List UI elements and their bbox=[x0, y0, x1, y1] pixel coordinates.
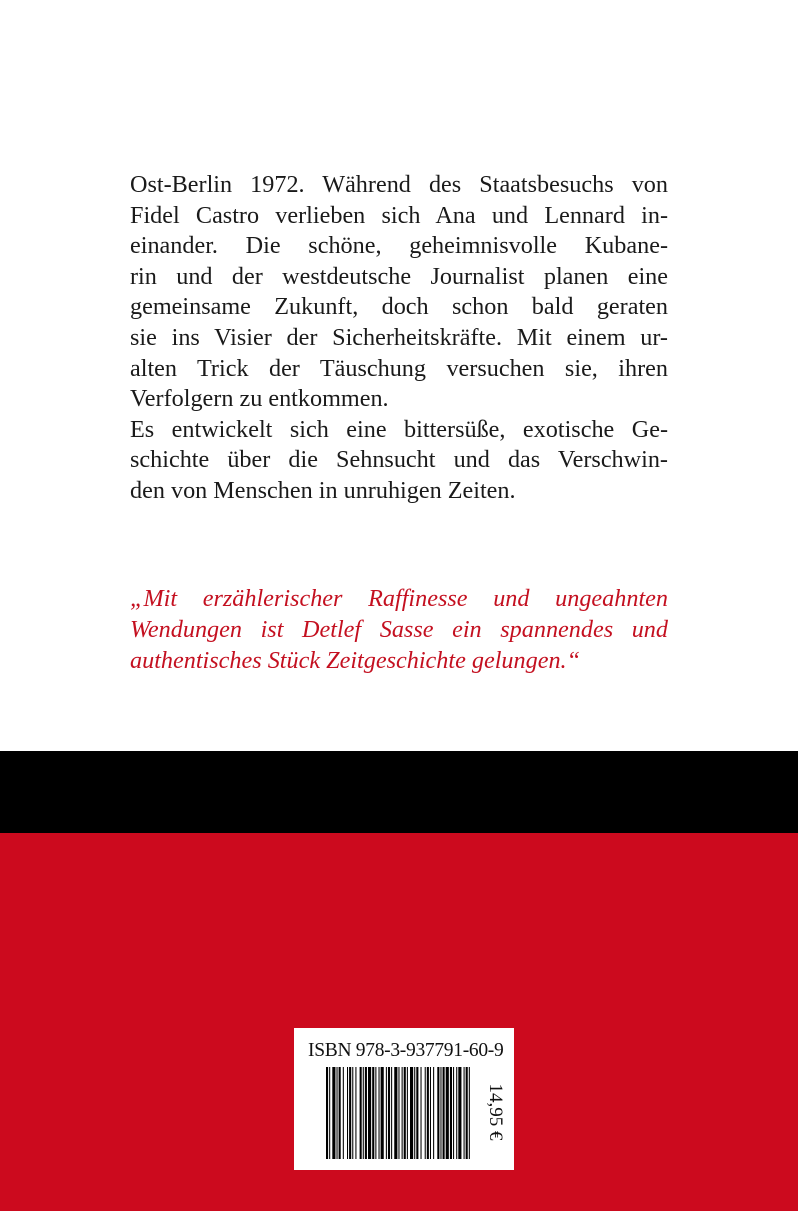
quote-line: „Mit erzählerischer Raffinesse und ungeahnten bbox=[130, 585, 668, 612]
blurb-line: gemeinsame Zukunft, doch schon bald geraten bbox=[130, 293, 668, 321]
barcode-bar bbox=[437, 1067, 439, 1159]
barcode-bar bbox=[450, 1067, 452, 1159]
barcode-bar bbox=[337, 1067, 338, 1159]
barcode-bar bbox=[404, 1067, 406, 1159]
barcode-bar bbox=[355, 1067, 356, 1159]
quote-line: Wendungen ist Detlef Sasse ein spannendes und bbox=[130, 616, 668, 643]
barcode-bar bbox=[363, 1067, 364, 1159]
barcode-bar bbox=[368, 1067, 371, 1159]
blurb-line: Fidel Castro verlieben sich Ana und Lennard in- bbox=[130, 201, 668, 229]
isbn-label: ISBN 978-3-937791-60-9 bbox=[308, 1040, 504, 1061]
barcode-bar bbox=[360, 1067, 362, 1159]
price-label: 14,95 € bbox=[485, 1083, 506, 1141]
barcode-bar bbox=[469, 1067, 470, 1159]
barcode-bar bbox=[365, 1067, 367, 1159]
barcode-bar bbox=[375, 1067, 376, 1159]
barcode-bar bbox=[440, 1067, 441, 1159]
barcode-bar bbox=[391, 1067, 392, 1159]
barcode-bar bbox=[458, 1067, 461, 1159]
barcode-bar bbox=[386, 1067, 387, 1159]
barcode-bar bbox=[425, 1067, 426, 1159]
barcode-bar bbox=[407, 1067, 408, 1159]
barcode-bar bbox=[433, 1067, 434, 1159]
quote-line: authentisches Stück Zeitgeschichte gelungen.“ bbox=[130, 647, 581, 674]
barcode-bar bbox=[372, 1067, 374, 1159]
barcode-bar bbox=[326, 1067, 328, 1159]
barcode-bar bbox=[466, 1067, 468, 1159]
blurb-line: Es entwickelt sich eine bittersüße, exotische Ge- bbox=[130, 415, 668, 443]
blurb-text bbox=[130, 170, 668, 507]
barcode-bar bbox=[394, 1067, 397, 1159]
barcode-bar bbox=[381, 1067, 384, 1159]
barcode-bar bbox=[456, 1067, 457, 1159]
barcode-bar bbox=[339, 1067, 341, 1159]
review-quote bbox=[130, 583, 668, 676]
barcode-box bbox=[294, 1028, 514, 1170]
barcode-bar bbox=[446, 1067, 449, 1159]
blurb-line: sie ins Visier der Sicherheitskräfte. Mit einem ur- bbox=[130, 323, 668, 351]
barcode-bar bbox=[349, 1067, 351, 1159]
barcode-bar bbox=[414, 1067, 415, 1159]
barcode-bar bbox=[430, 1067, 431, 1159]
barcode-bar bbox=[416, 1067, 418, 1159]
barcode-bar bbox=[453, 1067, 454, 1159]
barcode-bar bbox=[388, 1067, 390, 1159]
black-band bbox=[0, 751, 798, 833]
barcode-icon bbox=[326, 1067, 470, 1159]
barcode-bar bbox=[410, 1067, 413, 1159]
barcode-bar bbox=[398, 1067, 399, 1159]
barcode-bar bbox=[343, 1067, 344, 1159]
blurb-line: schichte über die Sehnsucht und das Verschwin- bbox=[130, 446, 668, 474]
barcode-bar bbox=[464, 1067, 465, 1159]
barcode-bar bbox=[421, 1067, 422, 1159]
barcode-bar bbox=[329, 1067, 330, 1159]
blurb-line: Ost-Berlin 1972. Während des Staatsbesuchs von bbox=[130, 171, 668, 198]
barcode-bar bbox=[347, 1067, 348, 1159]
blurb-line: Verfolgern zu entkommen. bbox=[130, 385, 389, 413]
blurb-line: rin und der westdeutsche Journalist planen eine bbox=[130, 262, 668, 290]
barcode-bar bbox=[427, 1067, 429, 1159]
barcode-bar bbox=[379, 1067, 380, 1159]
barcode-bar bbox=[402, 1067, 403, 1159]
price-label-wrap bbox=[481, 1064, 509, 1160]
blurb-line: einander. Die schöne, geheimnisvolle Kubane- bbox=[130, 232, 668, 260]
blurb-line: alten Trick der Täuschung versuchen sie, ihren bbox=[130, 354, 668, 382]
blurb-line: den von Menschen in unruhigen Zeiten. bbox=[130, 476, 516, 504]
barcode-bar bbox=[332, 1067, 335, 1159]
barcode-bar bbox=[352, 1067, 353, 1159]
barcode-bar bbox=[443, 1067, 445, 1159]
